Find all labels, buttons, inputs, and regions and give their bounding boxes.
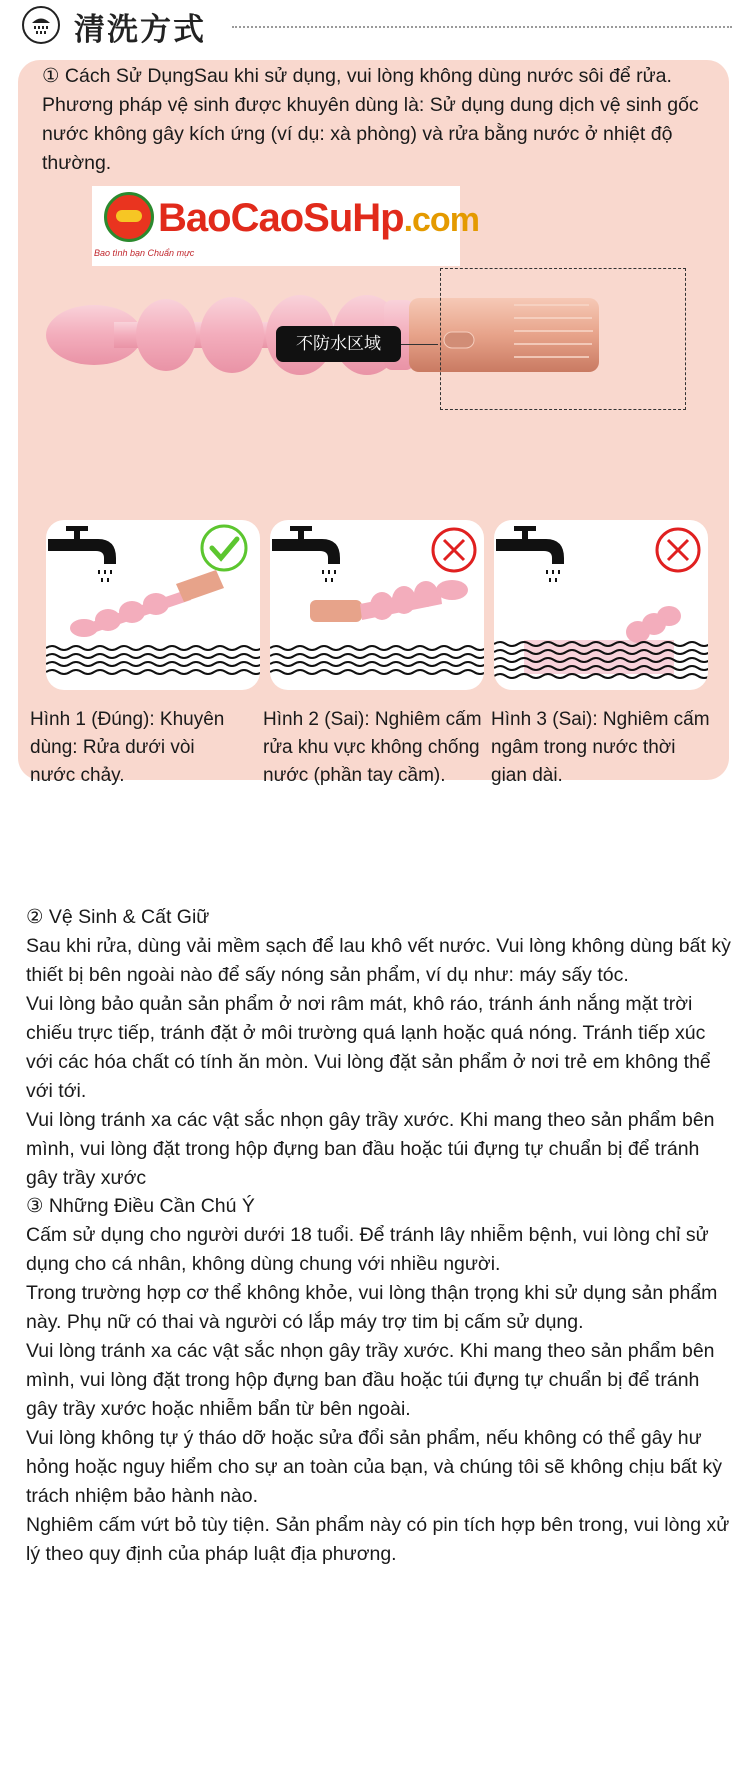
figure-3-caption: Hình 3 (Sai): Nghiêm cấm ngâm trong nước thời gian dài. (491, 709, 710, 786)
storage-paragraph: Vui lòng tránh xa các vật sắc nhọn gây trầy xước. Khi mang theo sản phẩm bên mình, vui lòng đặt trong hộp đựng ban đầu hoặc túi đựng tự chuẩn bị để tránh gây trầy xước (26, 1109, 715, 1189)
storage-section (26, 903, 732, 1193)
non-waterproof-zone-box (440, 268, 686, 410)
brand-logo (92, 186, 479, 266)
section-title: 清洗方式 (74, 12, 206, 48)
logo-brand: BaoCaoSuHp.com (158, 196, 479, 240)
notes-paragraph: Nghiêm cấm vứt bỏ tùy tiện. Sản phẩm này có pin tích hợp bên trong, vui lòng xử lý theo quy định của pháp luật địa phương. (26, 1514, 730, 1565)
cross-icon (433, 529, 475, 571)
notes-heading: ③ Những Điều Cần Chú Ý (26, 1195, 255, 1217)
intro-text: ① Cách Sử DụngSau khi sử dụng, vui lòng không dùng nước sôi để rửa. Phương pháp vệ sinh được khuyên dùng là: Sử dụng dung dịch vệ sinh gốc nước không gây kích ứng (ví dụ: xà phòng) và rửa bằng nước ở nhiệt độ thường. (42, 65, 699, 174)
figure-2-caption: Hình 2 (Sai): Nghiêm cấm rửa khu vực không chống nước (phần tay cầm). (263, 709, 482, 786)
notes-paragraph: Vui lòng không tự ý tháo dỡ hoặc sửa đổi sản phẩm, nếu không có thể gây hư hỏng hoặc nguy hiểm cho sự an toàn của bạn, và chúng tôi sẽ không chịu bất kỳ trách nhiệm bảo hành nào. (26, 1427, 723, 1507)
faucet-icon (48, 526, 116, 582)
storage-paragraph: Sau khi rửa, dùng vải mềm sạch để lau khô vết nước. Vui lòng không dùng bất kỳ thiết bị bên ngoài nào để sấy nóng sản phẩm, ví dụ như: máy sấy tóc. (26, 935, 731, 986)
faucet-icon (272, 526, 340, 582)
cross-icon (657, 529, 699, 571)
storage-heading: ② Vệ Sinh & Cất Giữ (26, 906, 210, 928)
figure-1 (46, 520, 260, 690)
notes-paragraph: Trong trường hợp cơ thể không khỏe, vui lòng thận trọng khi sử dụng sản phẩm này. Phụ nữ có thai và người có lắp máy trợ tim bị cấm sử dụng. (26, 1282, 718, 1333)
section-header (22, 4, 732, 48)
shower-icon (22, 6, 60, 44)
check-icon (202, 526, 246, 570)
figure-2 (270, 520, 484, 690)
logo-tagline: Bao tình bạn Chuẩn mực (94, 248, 195, 258)
figure-1-caption: Hình 1 (Đúng): Khuyên dùng: Rửa dưới vòi nước chảy. (30, 709, 225, 786)
mascot-icon (104, 192, 154, 242)
figure-3 (494, 520, 708, 690)
notes-section (26, 1192, 732, 1569)
non-waterproof-label: 不防水区域 (276, 326, 401, 362)
dotted-divider (232, 26, 732, 28)
zone-pointer (400, 344, 438, 345)
notes-paragraph: Cấm sử dụng cho người dưới 18 tuổi. Để tránh lây nhiễm bệnh, vui lòng chỉ sử dụng cho cá nhân, không dùng chung với nhiều người. (26, 1224, 709, 1275)
notes-paragraph: Vui lòng tránh xa các vật sắc nhọn gây trầy xước. Khi mang theo sản phẩm bên mình, vui lòng đặt trong hộp đựng ban đầu hoặc túi đựng tự chuẩn bị để tránh gây trầy xước hoặc nhiễm bẩn từ bên ngoài. (26, 1340, 715, 1420)
faucet-icon (496, 526, 564, 582)
storage-paragraph: Vui lòng bảo quản sản phẩm ở nơi râm mát, khô ráo, tránh ánh nắng mặt trời chiếu trực tiếp, tránh đặt ở môi trường quá lạnh hoặc quá nóng. Tránh tiếp xúc với các hóa chất có tính ăn mòn. Vui lòng đặt sản phẩm ở nơi trẻ em không thể với tới. (26, 993, 711, 1102)
